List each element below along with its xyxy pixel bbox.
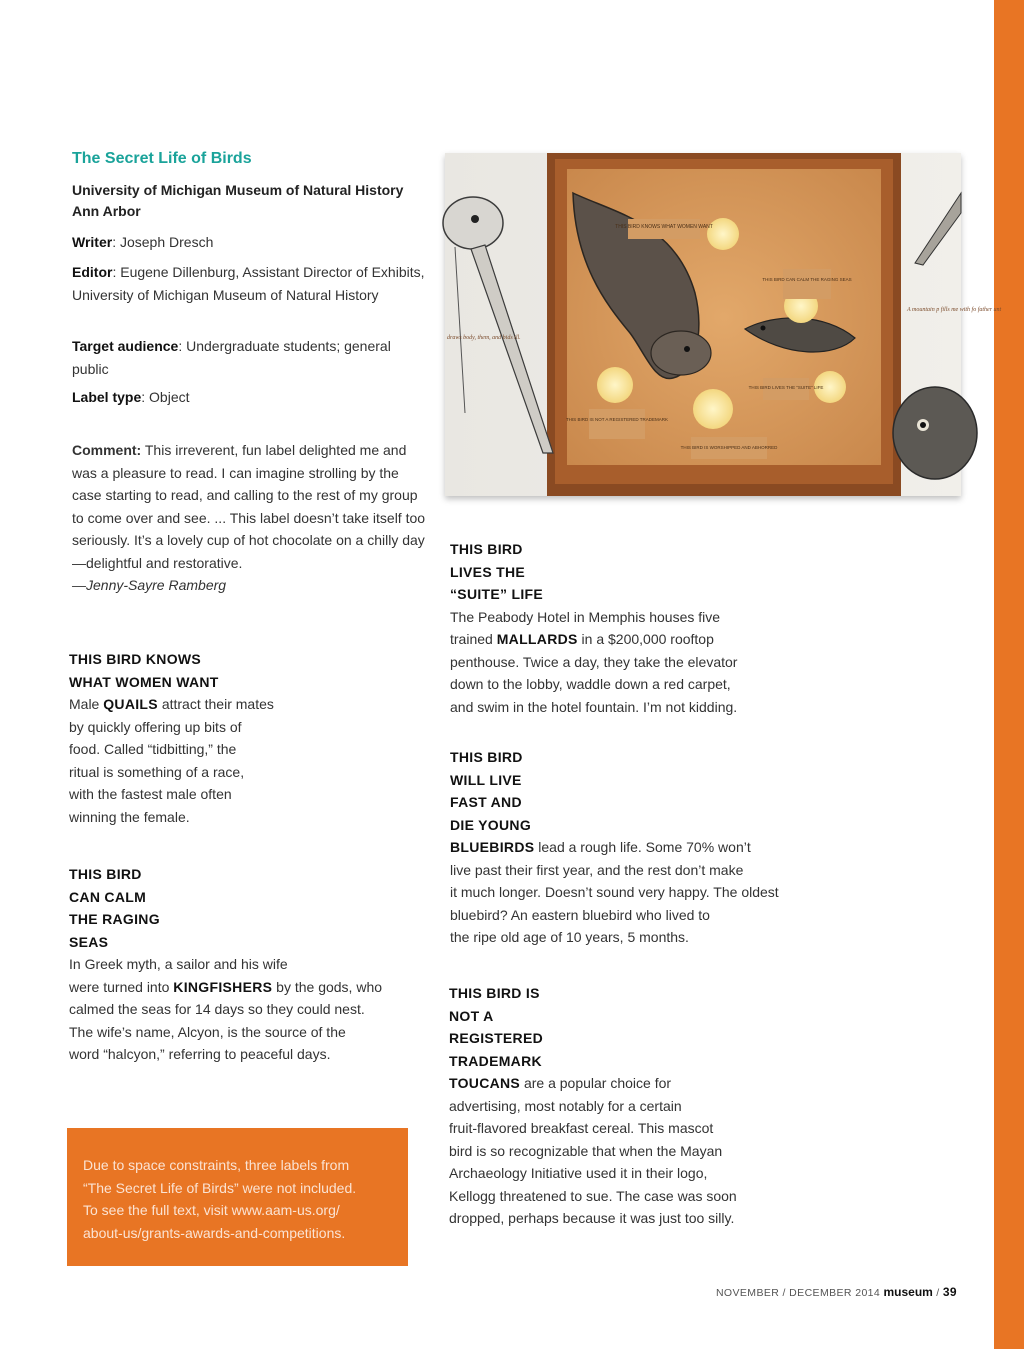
- wall-text-right: A mountain p fills me with fo father unt: [907, 307, 1002, 313]
- comment-text: This irreverent, fun label delighted me and was a pleasure to read. I can imagine strolling by the case starting to read, and calling to the rest of my group to come over and see. ... This label doesn’t take itself too seriously. It’s a lovely cup of hot chocolate on a chilly day—delightful and restorative.: [72, 442, 426, 571]
- label-text: trained: [450, 631, 497, 647]
- label-text: were turned into: [69, 978, 174, 995]
- label-kingfishers: [69, 863, 429, 1066]
- label-line: Kellogg threatened to sue. The case was soon: [449, 1187, 737, 1204]
- label-line: ritual is something of a race,: [69, 763, 245, 780]
- label-keyword: KINGFISHERS: [173, 978, 273, 995]
- label-heading: THE RAGING: [69, 911, 160, 927]
- label-line: dropped, perhaps because it was just too silly.: [449, 1210, 735, 1226]
- case-label-worshipped: THIS BIRD IS WORSHIPPED AND ABHORRED: [680, 445, 778, 450]
- writer-line: [72, 231, 427, 254]
- writer-value: : Joseph Dresch: [112, 234, 214, 250]
- footer-separator: /: [936, 1287, 940, 1299]
- label-heading: THIS BIRD IS: [449, 985, 540, 1001]
- exhibit-case-photo: [445, 153, 1002, 496]
- space-constraints-callout: [67, 1128, 408, 1266]
- label-line: with the fastest male often: [69, 786, 232, 802]
- callout-line: “The Secret Life of Birds” were not included.: [83, 1179, 357, 1196]
- page-number: 39: [942, 1285, 957, 1299]
- label-heading: NOT A: [449, 1007, 494, 1024]
- label-heading: THIS BIRD KNOWS: [69, 651, 202, 667]
- label-heading: SEAS: [69, 933, 109, 950]
- institution-block: [72, 180, 432, 222]
- label-line: the ripe old age of 10 years, 5 months.: [450, 929, 689, 945]
- label-heading: FAST AND: [450, 794, 522, 810]
- label-line: advertising, most notably for a certain: [449, 1097, 682, 1114]
- callout-line: To see the full text, visit www.aam-us.org/: [83, 1202, 340, 1218]
- label-heading: REGISTERED: [449, 1030, 544, 1046]
- label-text: are a popular choice for: [520, 1075, 672, 1091]
- label-heading: THIS BIRD: [450, 541, 523, 557]
- page-footer: [716, 1285, 957, 1299]
- label-type-value: : Object: [141, 389, 190, 405]
- label-line: In Greek myth, a sailor and his wife: [69, 956, 288, 972]
- label-line: by quickly offering up bits of: [69, 718, 242, 735]
- label-line: The Peabody Hotel in Memphis houses five: [450, 608, 721, 625]
- issue-date: NOVEMBER / DECEMBER 2014: [715, 1287, 881, 1299]
- label-line: bluebird? An eastern bluebird who lived to: [450, 906, 710, 923]
- label-text: lead a rough life. Some 70% won’t: [534, 839, 751, 855]
- editor-label: Editor: [72, 264, 113, 280]
- callout-text: [83, 1154, 393, 1244]
- comment-signature: —Jenny-Sayre Ramberg: [72, 577, 227, 593]
- label-line: [449, 1072, 809, 1095]
- case-label-suite: THIS BIRD LIVES THE “SUITE” LIFE: [748, 385, 824, 390]
- label-heading: DIE YOUNG: [450, 816, 532, 833]
- label-line: word “halcyon,” referring to peaceful days.: [69, 1046, 331, 1062]
- label-keyword: QUAILS: [103, 696, 158, 712]
- label-heading: TRADEMARK: [449, 1052, 542, 1069]
- callout-line: about-us/grants-awards-and-competitions.: [83, 1224, 346, 1241]
- label-line: fruit-flavored breakfast cereal. This mascot: [449, 1120, 714, 1136]
- label-line: The wife’s name, Alcyon, is the source of the: [69, 1023, 346, 1040]
- label-line: Archaeology Initiative used it in their logo,: [449, 1165, 708, 1181]
- institution-city: Ann Arbor: [72, 203, 141, 219]
- audience-line: [72, 335, 427, 380]
- label-heading: CAN CALM: [69, 888, 147, 905]
- editor-value: : Eugene Dillenburg, Assistant Director of Exhibits, University of Michigan Museum of Natural History: [72, 264, 425, 303]
- label-keyword: BLUEBIRDS: [450, 839, 535, 855]
- label-type-line: [72, 386, 427, 409]
- label-line: food. Called “tidbitting,” the: [69, 741, 237, 757]
- case-label-trademark: THIS BIRD IS NOT A REGISTERED TRADEMARK: [565, 417, 669, 422]
- reviewer-comment: [72, 439, 428, 597]
- label-line: live past their first year, and the rest don’t make: [450, 861, 744, 878]
- audience-label: Target audience: [72, 338, 179, 354]
- label-keyword: TOUCANS: [449, 1075, 521, 1091]
- label-line: calmed the seas for 14 days so they could nest.: [69, 1001, 365, 1017]
- label-heading: THIS BIRD: [69, 866, 142, 882]
- label-line: [69, 693, 369, 716]
- label-keyword: MALLARDS: [496, 631, 578, 647]
- label-toucans: [449, 982, 809, 1230]
- magazine-name: museum: [883, 1285, 933, 1299]
- label-text: by the gods, who: [272, 978, 383, 995]
- label-text: Male: [69, 696, 104, 712]
- label-heading: WHAT WOMEN WANT: [69, 673, 219, 690]
- callout-line: Due to space constraints, three labels from: [83, 1157, 350, 1173]
- editor-line: [72, 261, 427, 306]
- label-heading: LIVES THE: [450, 563, 526, 580]
- exhibit-case-illustration: [445, 153, 1002, 496]
- article-title: The Secret Life of Birds: [72, 150, 252, 167]
- label-line: [450, 836, 830, 859]
- label-line: penthouse. Twice a day, they take the elevator: [450, 653, 738, 670]
- label-type-label: Label type: [72, 389, 142, 405]
- audience-value: : Undergraduate students; general public: [72, 338, 391, 377]
- label-text: in a $200,000 rooftop: [577, 631, 714, 647]
- label-quails: [69, 648, 369, 828]
- comment-label: Comment:: [72, 442, 142, 458]
- page-edge-orange-bar: [994, 0, 1024, 1349]
- label-bluebirds: [450, 746, 830, 949]
- label-line: down to the lobby, waddle down a red carpet,: [450, 676, 731, 692]
- institution-name: University of Michigan Museum of Natural History: [72, 182, 404, 198]
- label-line: it much longer. Doesn’t sound very happy. The oldest: [450, 884, 779, 900]
- label-line: bird is so recognizable that when the Mayan: [449, 1142, 723, 1159]
- writer-label: Writer: [72, 234, 113, 250]
- label-line: winning the female.: [69, 808, 190, 825]
- label-heading: “SUITE” LIFE: [450, 586, 544, 602]
- label-mallards: [450, 538, 810, 718]
- label-line: [450, 628, 810, 651]
- case-label-calm: THIS BIRD CAN CALM THE RAGING SEAS: [762, 277, 852, 282]
- case-label-knows: THIS BIRD KNOWS WHAT WOMEN WANT: [615, 224, 713, 230]
- label-line: [69, 976, 429, 999]
- label-line: and swim in the hotel fountain. I’m not kidding.: [450, 698, 738, 715]
- wall-text-left: draws body, them, and bids ill.: [447, 335, 521, 341]
- label-text: attract their mates: [157, 696, 274, 712]
- label-heading: THIS BIRD: [450, 749, 523, 765]
- label-heading: WILL LIVE: [450, 771, 522, 788]
